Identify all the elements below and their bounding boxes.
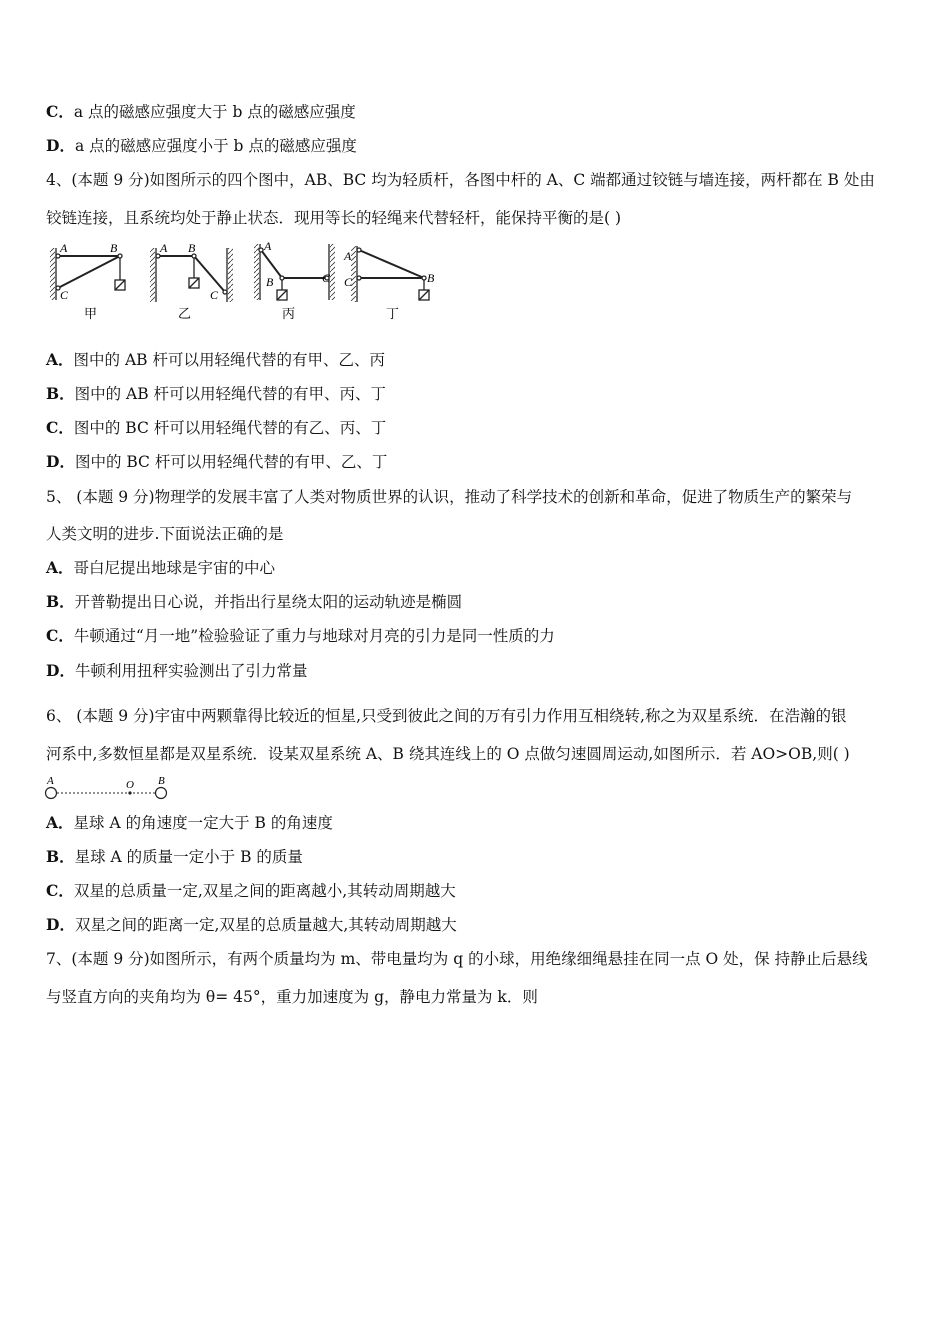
- q4-figure: [46, 236, 446, 326]
- option-letter: A．: [46, 350, 74, 369]
- option-letter: C．: [46, 418, 74, 437]
- star-b: [156, 788, 167, 799]
- q4-option-d: [46, 452, 387, 472]
- label-a-yi: A: [160, 241, 168, 255]
- q4-stem-line1: 4、(本题 9 分)如图所示的四个图中，AB、BC 均为轻质杆，各图中杆的 A、C 端都通过铰链与墙连接，两杆都在 B 处由: [46, 171, 875, 189]
- label-b-yi: B: [188, 241, 196, 255]
- q5-stem-line1: 5、 (本题 9 分)物理学的发展丰富了人类对物质世界的认识，推动了科学技术的创新和革命，促进了物质生产的繁荣与: [46, 488, 853, 506]
- q4-option-c: [46, 418, 386, 438]
- q4-stem-line2: 铰链连接，且系统均处于静止状态．现用等长的轻绳来代替轻杆，能保持平衡的是( ): [46, 209, 622, 227]
- center-o: [128, 791, 131, 794]
- option-letter: C．: [46, 102, 74, 121]
- label-a-jia: A: [60, 241, 68, 255]
- q6-option-d: [46, 915, 457, 935]
- option-text: 牛顿利用扭秤实验测出了引力常量: [74, 662, 308, 680]
- figure-ding: [351, 246, 429, 302]
- q5-stem-line2: 人类文明的进步.下面说法正确的是: [46, 525, 284, 543]
- q3-option-c: [46, 102, 356, 122]
- option-letter: C．: [46, 626, 74, 645]
- option-text: 开普勒提出日心说，并指出行星绕太阳的运动轨迹是椭圆: [74, 593, 463, 611]
- q7-stem-line2: 与竖直方向的夹角均为 θ= 45°，重力加速度为 g，静电力常量为 k．则: [46, 988, 538, 1006]
- option-text: 牛顿通过“月一地”检验验证了重力与地球对月亮的引力是同一性质的力: [73, 627, 555, 645]
- label-b: B: [158, 775, 165, 787]
- option-text: 图中的 BC 杆可以用轻绳代替的有乙、丙、丁: [73, 419, 387, 437]
- option-text: a 点的磁感应强度大于 b 点的磁感应强度: [73, 103, 356, 121]
- option-text: 星球 A 的角速度一定大于 B 的角速度: [73, 814, 333, 832]
- option-text: 星球 A 的质量一定小于 B 的质量: [74, 848, 303, 866]
- label-a-bing: A: [264, 239, 272, 253]
- label-a-ding: A: [344, 249, 352, 263]
- label-o: O: [126, 779, 134, 791]
- q7-stem-line1: 7、(本题 9 分)如图所示，有两个质量均为 m、带电量均为 q 的小球，用绝缘细绳悬挂在同一点 O 处，保 持静止后悬线: [46, 950, 868, 968]
- q6-option-b: [46, 847, 303, 867]
- q3-option-d: [46, 136, 357, 156]
- option-text: 图中的 AB 杆可以用轻绳代替的有甲、丙、丁: [74, 385, 387, 403]
- label-b-jia: B: [110, 241, 118, 255]
- option-text: 哥白尼提出地球是宇宙的中心: [73, 559, 276, 577]
- option-text: 图中的 AB 杆可以用轻绳代替的有甲、乙、丙: [73, 351, 385, 369]
- q6-figure: [42, 774, 172, 802]
- q6-option-c: [46, 881, 456, 901]
- caption-bing: 丙: [282, 306, 296, 321]
- q5-option-b: [46, 592, 462, 612]
- option-letter: D．: [46, 452, 75, 471]
- q4-option-b: [46, 384, 386, 404]
- label-a: A: [47, 775, 54, 787]
- option-letter: A．: [46, 558, 74, 577]
- label-b-ding: B: [427, 271, 435, 285]
- q6-stem-line2: 河系中,多数恒星都是双星系统．设某双星系统 A、B 绕其连线上的 O 点做匀速圆周运动,如图所示．若 AO>OB,则( ): [46, 745, 850, 763]
- option-letter: A．: [46, 813, 74, 832]
- label-c-bing: C: [322, 271, 331, 285]
- option-letter: D．: [46, 136, 75, 155]
- option-letter: D．: [46, 661, 75, 680]
- q6-option-a: [46, 813, 333, 833]
- label-b-bing: B: [266, 275, 274, 289]
- option-letter: B．: [46, 847, 75, 866]
- q4-option-a: [46, 350, 385, 370]
- option-text: 双星之间的距离一定,双星的总质量越大,其转动周期越大: [74, 916, 457, 934]
- caption-jia: 甲: [84, 306, 98, 321]
- star-a: [46, 788, 57, 799]
- option-letter: B．: [46, 592, 75, 611]
- caption-yi: 乙: [178, 306, 192, 321]
- label-c-ding: C: [344, 275, 353, 289]
- option-text: 图中的 BC 杆可以用轻绳代替的有甲、乙、丁: [74, 453, 388, 471]
- q5-option-a: [46, 558, 275, 578]
- q5-option-d: [46, 661, 307, 681]
- option-letter: B．: [46, 384, 75, 403]
- caption-ding: 丁: [386, 306, 400, 321]
- q6-stem-line1: 6、 (本题 9 分)宇宙中两颗靠得比较近的恒星,只受到彼此之间的万有引力作用互相绕转,称之为双星系统．在浩瀚的银: [46, 707, 847, 725]
- option-text: a 点的磁感应强度小于 b 点的磁感应强度: [74, 137, 357, 155]
- label-c-jia: C: [60, 288, 69, 302]
- option-letter: D．: [46, 915, 75, 934]
- option-letter: C．: [46, 881, 74, 900]
- q5-option-c: [46, 626, 555, 646]
- label-c-yi: C: [210, 288, 219, 302]
- figure-yi: [150, 248, 233, 302]
- option-text: 双星的总质量一定,双星之间的距离越小,其转动周期越大: [73, 882, 456, 900]
